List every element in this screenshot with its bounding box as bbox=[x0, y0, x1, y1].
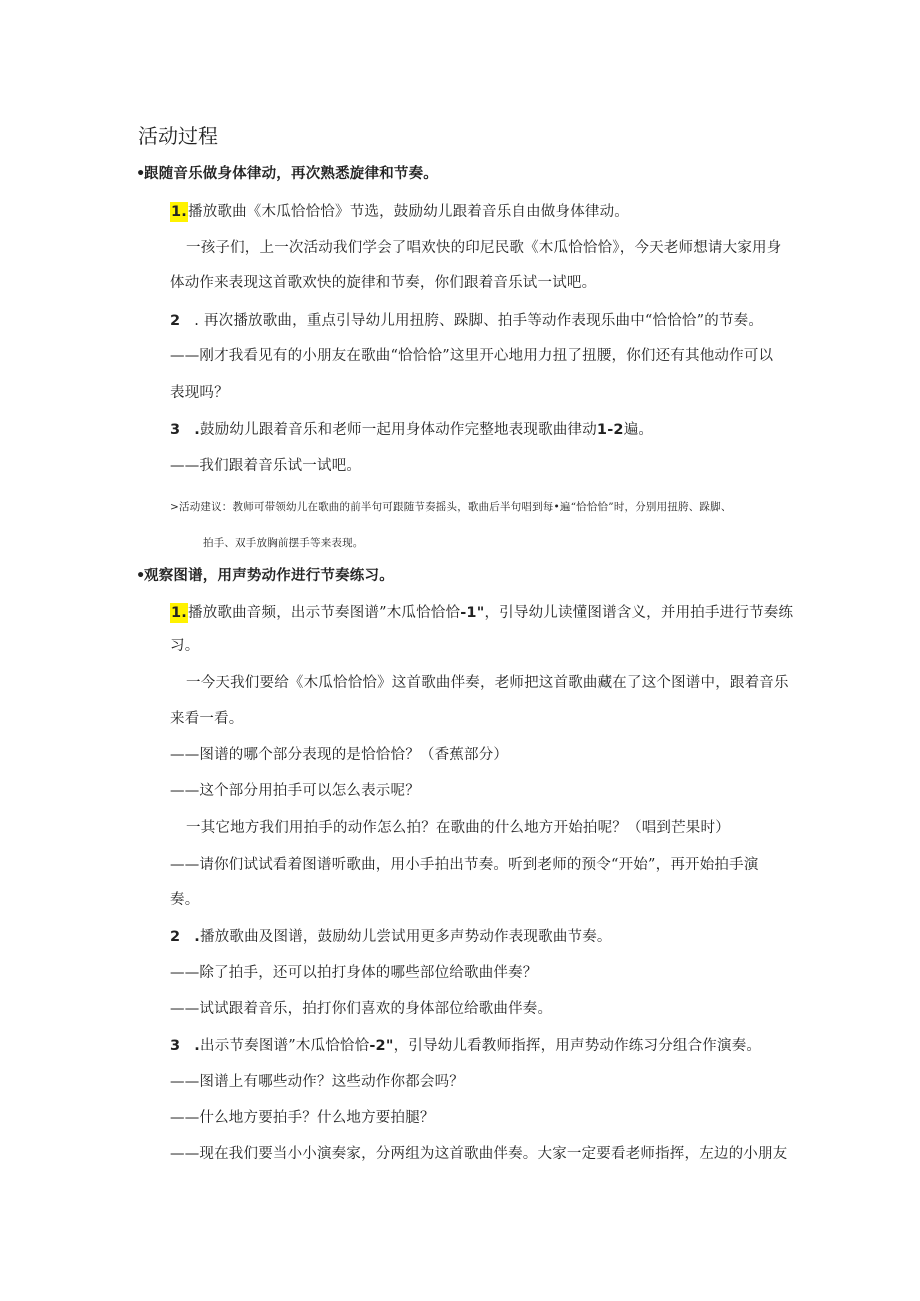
step-number: 2 bbox=[170, 929, 181, 945]
paragraph-line: 一孩子们，上一次活动我们学会了唱欢快的印尼民歌《木瓜恰恰恰》，今天老师想请大家用身 bbox=[186, 240, 782, 256]
paragraph-line: 习。 bbox=[170, 638, 200, 654]
section-heading-1: •跟随音乐做身体律动，再次熟悉旋律和节奏。 bbox=[136, 166, 438, 182]
paragraph-line: 奏。 bbox=[170, 892, 200, 908]
paragraph-line: 来看一看。 bbox=[170, 711, 244, 727]
paragraph-line: 体动作来表现这首歌欢快的旋律和节奏，你们跟着音乐试一试吧。 bbox=[170, 275, 597, 291]
step-2-2: 2 .播放歌曲及图谱，鼓励幼儿尝试用更多声势动作表现歌曲节奏。 bbox=[170, 929, 612, 945]
paragraph-line: ——这个部分用拍手可以怎么表示呢？ bbox=[170, 783, 420, 799]
step-1-3: 3 .鼓励幼儿跟着音乐和老师一起用身体动作完整地表现歌曲律动1-2遍。 bbox=[170, 422, 654, 438]
paragraph-line: ——图谱的哪个部分表现的是恰恰恰？（香蕉部分） bbox=[170, 747, 509, 763]
paragraph-line: 表现吗？ bbox=[170, 385, 229, 401]
paragraph-line: 一其它地方我们用拍手的动作怎么拍？在歌曲的什么地方开始拍呢？（唱到芒果时） bbox=[186, 820, 730, 836]
paragraph-line: ——试试跟着音乐，拍打你们喜欢的身体部位给歌曲伴奏。 bbox=[170, 1001, 553, 1017]
step-2-1: 1.播放歌曲音频，出示节奏图谱”木瓜恰恰恰-1"，引导幼儿读懂图谱含义，并用拍手进行节奏练 bbox=[171, 605, 794, 621]
section-heading-2: •观察图谱，用声势动作进行节奏练习。 bbox=[136, 568, 394, 584]
step-number: 1. bbox=[171, 204, 187, 220]
paragraph-line: ——刚才我看见有的小朋友在歌曲“恰恰恰”这里开心地用力扭了扭腰，你们还有其他动作可以 bbox=[170, 348, 774, 364]
page-title: 活动过程 bbox=[138, 124, 218, 148]
activity-note: 拍手、双手放胸前摆手等来表现。 bbox=[203, 537, 364, 549]
activity-note: >活动建议：教师可带领幼儿在歌曲的前半句可跟随节奏摇头，歌曲后半句唱到每•遍“恰恰恰”时，分别用扭胯、跺脚、 bbox=[170, 501, 732, 513]
step-1-1: 1.播放歌曲《木瓜恰恰恰》节选，鼓励幼儿跟着音乐自由做身体律动。 bbox=[171, 204, 629, 220]
step-1-2: 2 . 再次播放歌曲，重点引导幼儿用扭胯、跺脚、拍手等动作表现乐曲中“恰恰恰”的节奏。 bbox=[170, 313, 764, 329]
paragraph-line: ——我们跟着音乐试一试吧。 bbox=[170, 458, 362, 474]
paragraph-line: ——请你们试试看着图谱听歌曲，用小手拍出节奏。听到老师的预令“开始”，再开始拍手演 bbox=[170, 857, 759, 873]
step-2-3: 3 .出示节奏图谱”木瓜恰恰恰-2"，引导幼儿看教师指挥，用声势动作练习分组合作演奏。 bbox=[170, 1038, 762, 1054]
step-number: 3 bbox=[170, 422, 181, 438]
step-number: 1. bbox=[171, 605, 187, 621]
paragraph-line: ——图谱上有哪些动作？这些动作你都会吗？ bbox=[170, 1074, 464, 1090]
paragraph-line: ——现在我们要当小小演奏家，分两组为这首歌曲伴奏。大家一定要看老师指挥，左边的小朋友 bbox=[170, 1146, 788, 1162]
paragraph-line: 一今天我们要给《木瓜恰恰恰》这首歌曲伴奏，老师把这首歌曲藏在了这个图谱中，跟着音乐 bbox=[186, 675, 789, 691]
paragraph-line: ——除了拍手，还可以拍打身体的哪些部位给歌曲伴奏？ bbox=[170, 965, 538, 981]
bullet-icon: • bbox=[136, 568, 146, 584]
bullet-icon: • bbox=[136, 166, 146, 182]
step-number: 2 bbox=[170, 313, 181, 329]
step-number: 3 bbox=[170, 1038, 181, 1054]
paragraph-line: ——什么地方要拍手？什么地方要拍腿？ bbox=[170, 1110, 435, 1126]
